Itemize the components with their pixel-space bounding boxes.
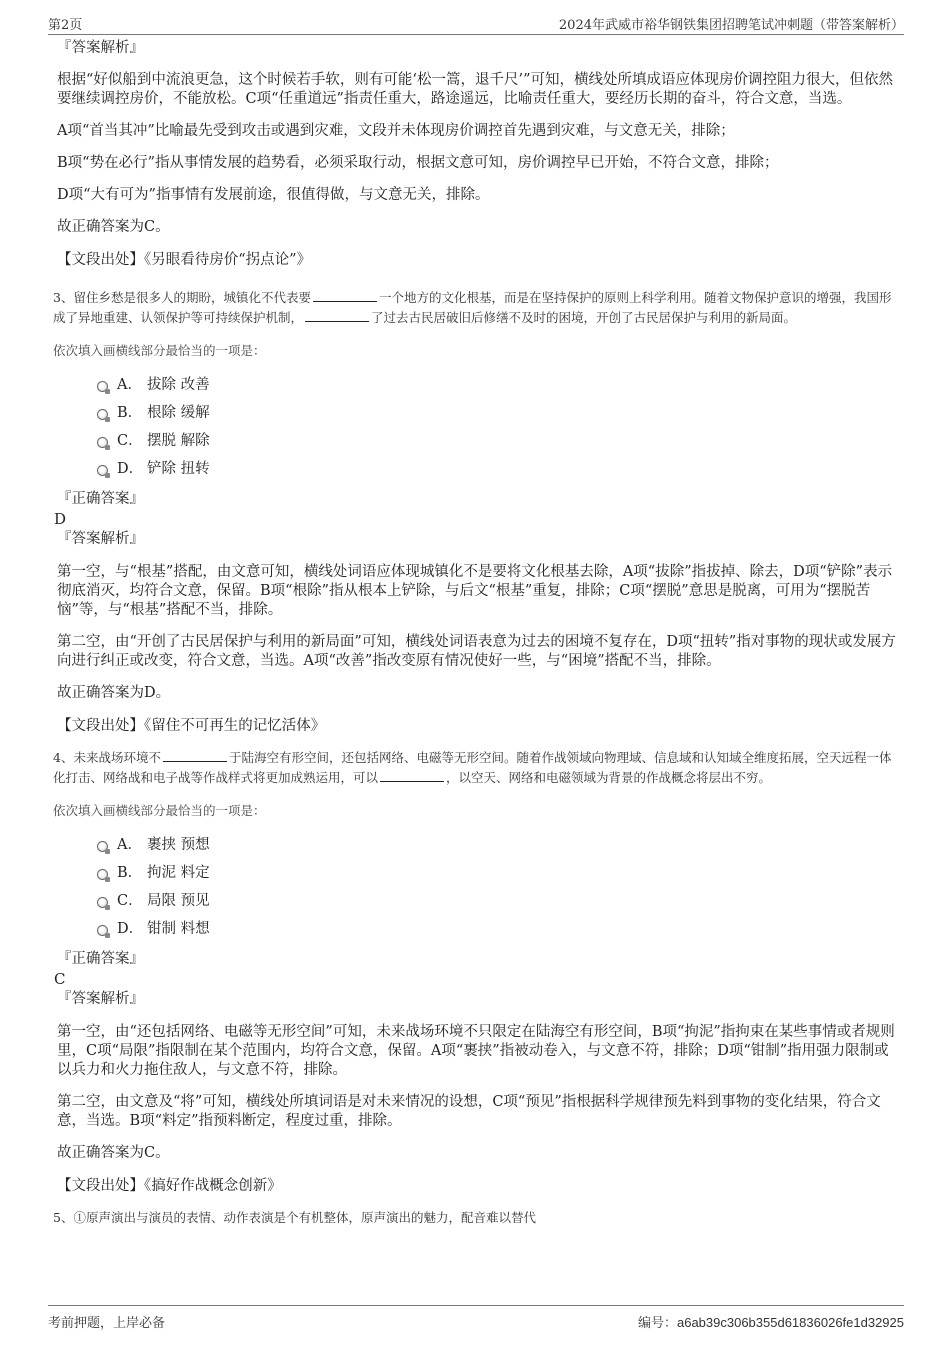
- option-list: [95, 371, 897, 483]
- option-d[interactable]: [95, 915, 897, 943]
- correct-answer-label: 『正确答案』: [57, 951, 144, 967]
- option-text: 铲除 扭转: [147, 461, 210, 477]
- option-b[interactable]: [95, 399, 897, 427]
- analysis-paragraph: 故正确答案为C。: [57, 219, 170, 235]
- question-stem: [53, 288, 897, 328]
- page-footer: [48, 1305, 904, 1332]
- stem-text: 一个地方的文化根基，而是在坚持保护的原则上科学利用。随着文物保护意识的增强，我国形成了异地重建、认领保护等可持续保护机制，: [53, 290, 892, 325]
- option-b[interactable]: [95, 859, 897, 887]
- q2-analysis: [57, 38, 897, 270]
- option-key: D．: [117, 461, 144, 477]
- option-text: 裹挟 预想: [147, 837, 210, 853]
- footer-slogan: 考前押题，上岸必备: [48, 1316, 166, 1331]
- stem-text: ，以空天、网络和电磁领域为背景的作战概念将层出不穷。: [446, 770, 772, 785]
- question-3: [53, 288, 897, 736]
- stem-text: 4、未来战场环境不: [53, 750, 161, 765]
- option-text: 根除 缓解: [147, 405, 210, 421]
- analysis-paragraph: 第一空，由“还包括网络、电磁等无形空间”可知，未来战场环境不只限定在陆海空有形空间，B项“拘泥”指拘束在某些事情或者规则里，C项“局限”指限制在某个范围内，均符合文意，保留。A项“裹挟”指被动卷入，与文意不符，排除；D项“钳制”指用强力限制或以兵力和火力拖住敌人，与文意不符，排除。: [57, 1024, 895, 1078]
- radio-icon[interactable]: [97, 841, 108, 852]
- code-label: 编号：: [637, 1316, 677, 1331]
- option-key: C．: [117, 433, 143, 449]
- option-list: [95, 831, 897, 943]
- radio-icon[interactable]: [97, 897, 108, 908]
- radio-icon[interactable]: [97, 381, 108, 392]
- radio-icon[interactable]: [97, 925, 108, 936]
- document-title: 2024年武威市裕华钢铁集团招聘笔试冲刺题（带答案解析）: [558, 18, 904, 33]
- analysis-label: 『答案解析』: [57, 531, 144, 547]
- stem-text: 3、留住乡愁是很多人的期盼，城镇化不代表要: [53, 290, 311, 305]
- footer-code: [638, 1312, 904, 1331]
- option-key: B．: [117, 865, 143, 881]
- option-text: 钳制 料想: [147, 921, 210, 937]
- analysis-paragraph: 故正确答案为D。: [57, 685, 171, 701]
- question-stem: [53, 748, 897, 788]
- page-content: [53, 38, 897, 1228]
- option-text: 摆脱 解除: [147, 433, 210, 449]
- analysis-paragraph: 故正确答案为C。: [57, 1145, 170, 1161]
- stem-text: 了过去古民居破旧后修缮不及时的困境，开创了古民居保护与利用的新局面。: [371, 310, 797, 325]
- question-prompt: 依次填入画横线部分最恰当的一项是：: [53, 803, 266, 818]
- analysis-label: 『答案解析』: [57, 40, 144, 56]
- option-c[interactable]: [95, 887, 897, 915]
- source-citation: 【文段出处】《搞好作战概念创新》: [57, 1178, 282, 1194]
- question-5-stem: 5、①原声演出与演员的表情、动作表演是个有机整体，原声演出的魅力，配音难以替代: [53, 1210, 536, 1225]
- analysis-paragraph: 第二空，由“开创了古民居保护与利用的新局面”可知，横线处词语表意为过去的困境不复存在，D项“扭转”指对事物的现状或发展方向进行纠正或改变，符合文意，当选。A项“改善”指改变原有情况使好一些，与“困境”搭配不当，排除。: [57, 634, 896, 669]
- radio-icon[interactable]: [97, 437, 108, 448]
- option-key: B．: [117, 405, 143, 421]
- correct-answer: D: [54, 510, 67, 528]
- correct-answer: C: [54, 970, 66, 988]
- option-key: A．: [117, 837, 142, 853]
- fill-blank: [163, 749, 227, 762]
- option-key: D．: [117, 921, 144, 937]
- correct-answer-label: 『正确答案』: [57, 491, 144, 507]
- option-a[interactable]: [95, 831, 897, 859]
- stem-text: 于陆海空有形空间，还包括网络、电磁等无形空间。随着作战领域向物理域、信息域和认知域全维度拓展，空天远程一体化打击、网络战和电子战等作战样式将更加成熟运用，可以: [53, 750, 892, 785]
- analysis-paragraph: 第一空，与“根基”搭配，由文意可知，横线处词语应体现城镇化不是要将文化根基去除，A项“拔除”指拔掉、除去，D项“铲除”表示彻底消灭，均符合文意，保留。B项“根除”指从根本上铲除，与后文“根基”重复，排除；C项“摆脱”意思是脱离，可用为“摆脱苦恼”等，与“根基”搭配不当，排除。: [57, 564, 893, 618]
- option-a[interactable]: [95, 371, 897, 399]
- page-header: [48, 12, 904, 35]
- option-c[interactable]: [95, 427, 897, 455]
- option-text: 拔除 改善: [147, 377, 210, 393]
- option-text: 局限 预见: [147, 893, 210, 909]
- option-key: A．: [117, 377, 142, 393]
- fill-blank: [380, 769, 444, 782]
- source-citation: 【文段出处】《留住不可再生的记忆活体》: [57, 718, 326, 734]
- option-d[interactable]: [95, 455, 897, 483]
- option-key: C．: [117, 893, 143, 909]
- option-text: 拘泥 料定: [147, 865, 210, 881]
- question-4: [53, 748, 897, 1196]
- analysis-paragraph: D项“大有可为”指事情有发展前途，很值得做，与文意无关，排除。: [57, 187, 490, 203]
- page-number: 第2页: [48, 18, 83, 33]
- fill-blank: [305, 309, 369, 322]
- analysis-paragraph: B项“势在必行”指从事情发展的趋势看，必须采取行动，根据文意可知，房价调控早已开始，不符合文意，排除；: [57, 155, 779, 171]
- analysis-label: 『答案解析』: [57, 991, 144, 1007]
- radio-icon[interactable]: [97, 465, 108, 476]
- analysis-paragraph: A项“首当其冲”比喻最先受到攻击或遇到灾难，文段并未体现房价调控首先遇到灾难，与文意无关，排除；: [57, 123, 735, 139]
- fill-blank: [313, 289, 377, 302]
- radio-icon[interactable]: [97, 409, 108, 420]
- question-prompt: 依次填入画横线部分最恰当的一项是：: [53, 343, 266, 358]
- radio-icon[interactable]: [97, 869, 108, 880]
- analysis-paragraph: 根据“好似船到中流浪更急，这个时候若手软，则有可能‘松一篙，退千尺’”可知，横线处所填成语应体现房价调控阻力很大，但依然要继续调控房价，不能放松。C项“任重道远”指责任重大，路途遥远，比喻责任重大，要经历长期的奋斗，符合文意，当选。: [57, 72, 894, 107]
- code-value: a6ab39c306b355d61836026fe1d32925: [676, 1315, 904, 1330]
- source-citation: 【文段出处】《另眼看待房价“拐点论”》: [57, 252, 312, 268]
- analysis-paragraph: 第二空，由文意及“将”可知，横线处所填词语是对未来情况的设想，C项“预见”指根据科学规律预先料到事物的变化结果，符合文意，当选。B项“料定”指预料断定，程度过重，排除。: [57, 1094, 881, 1129]
